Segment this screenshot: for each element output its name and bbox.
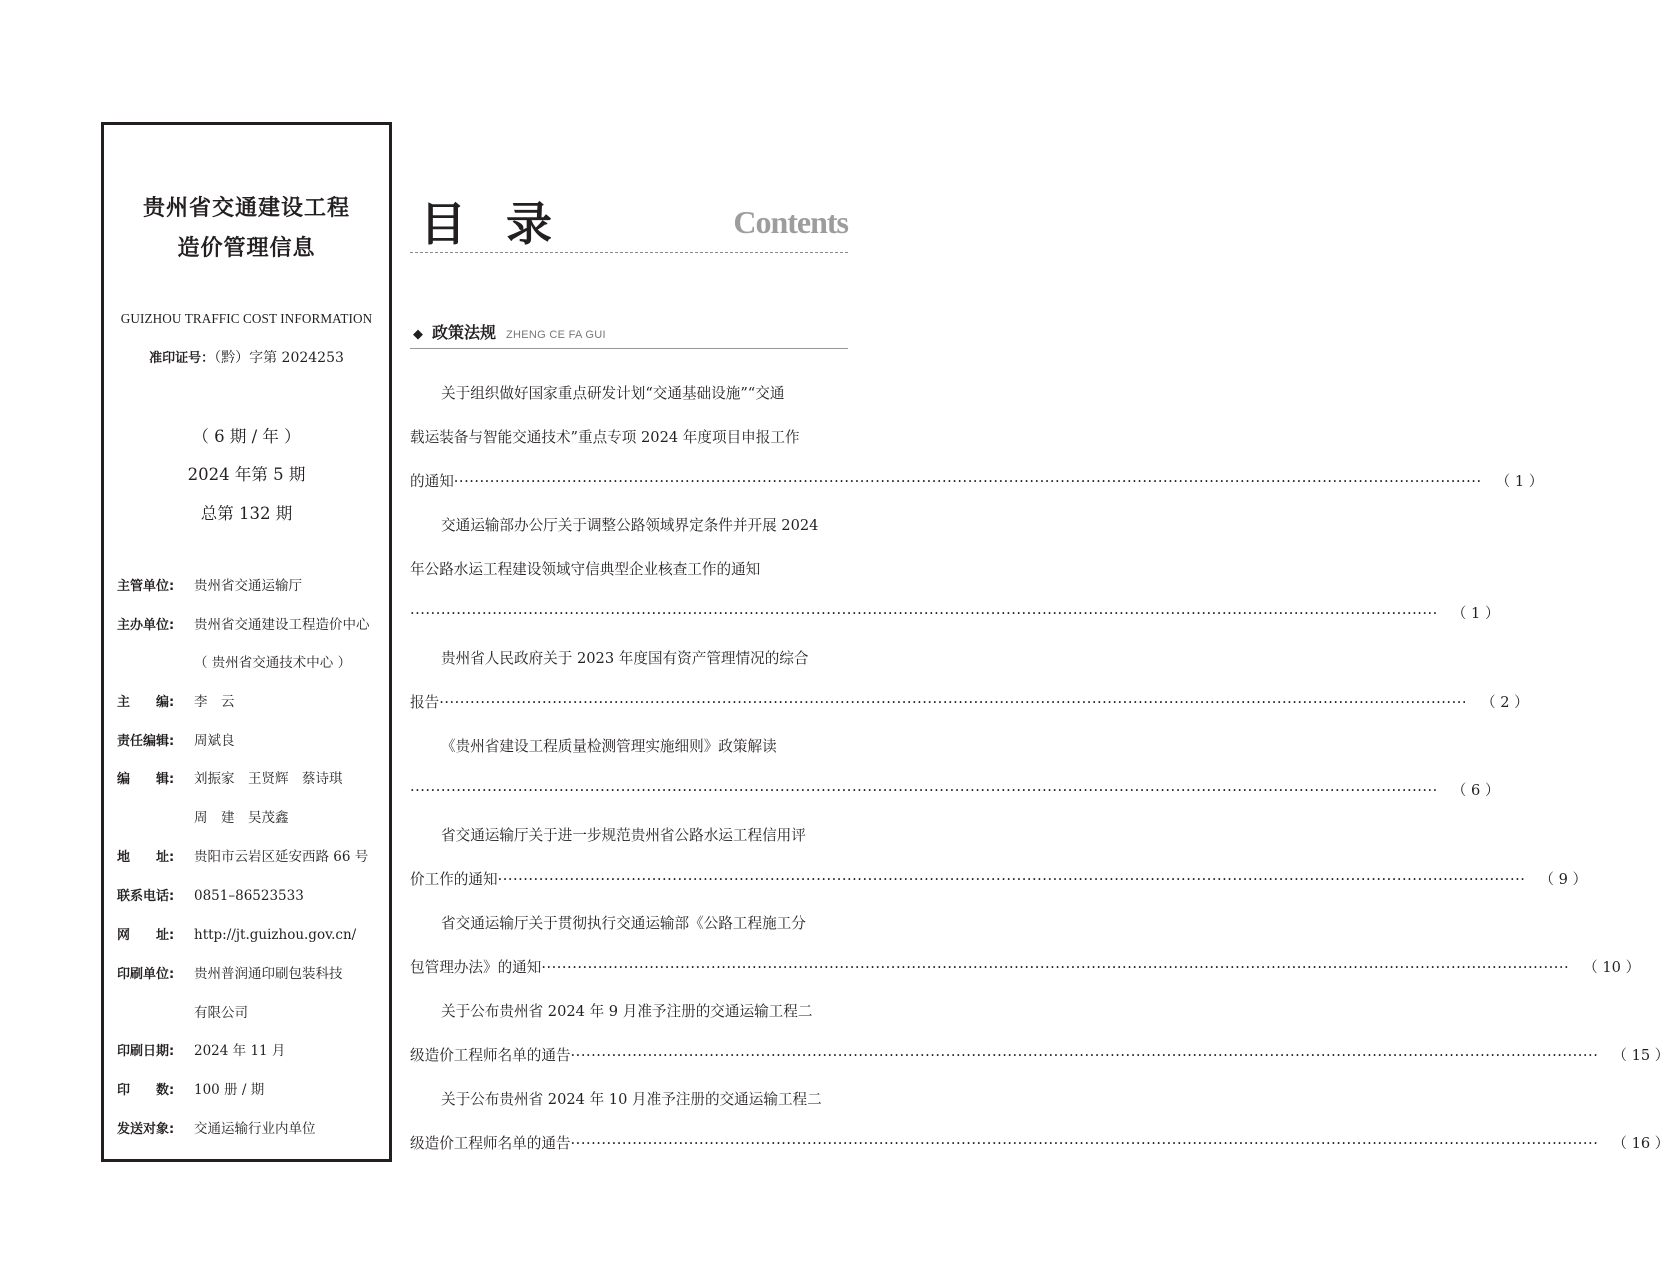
dot-leader: ········································································································································································································	[570, 1047, 1599, 1064]
info-row	[117, 1002, 383, 1024]
toc-page-number[interactable]: （ 1 ）	[1451, 605, 1500, 622]
info-row	[117, 1079, 383, 1101]
info-value: 周斌良	[194, 733, 235, 749]
info-row	[117, 768, 383, 790]
section-title-cn: 政策法规	[432, 323, 497, 342]
info-row	[117, 691, 383, 713]
info-label: 地 址:	[117, 850, 175, 865]
issue-number: 2024 年第 5 期	[187, 465, 306, 484]
toc-entry[interactable]	[410, 691, 1529, 715]
info-value: 0851–86523533	[194, 888, 304, 904]
toc-entry[interactable]	[410, 1132, 1669, 1156]
dot-leader: ········································································································································································································	[453, 473, 1482, 490]
info-row	[117, 885, 383, 907]
toc-entry[interactable]	[410, 602, 1500, 626]
section-header-policy	[413, 322, 606, 344]
toc-page-number[interactable]: （ 10 ）	[1583, 959, 1641, 976]
toc-entry-title-end[interactable]: 级造价工程师名单的通告	[410, 1047, 571, 1064]
toc-page-number[interactable]: （ 16 ）	[1612, 1135, 1669, 1152]
info-label: 印刷日期:	[117, 1044, 175, 1059]
total-issue-number: 总第 132 期	[200, 504, 293, 523]
toc-entry-title-end[interactable]: 报告	[410, 694, 440, 711]
info-value: 贵州省交通建设工程造价中心	[194, 617, 370, 633]
permit-value: （黔）字第 2024253	[214, 350, 344, 366]
info-row	[117, 846, 383, 868]
info-label: 印刷单位:	[117, 967, 175, 982]
info-row	[117, 575, 383, 597]
toc-entry[interactable]	[410, 779, 1500, 803]
dot-leader: ········································································································································································································	[439, 694, 1467, 711]
toc-page-number[interactable]: （ 6 ）	[1451, 782, 1500, 799]
info-label: 主办单位:	[117, 618, 175, 633]
info-label: 责任编辑:	[117, 734, 175, 749]
toc-entry[interactable]	[410, 470, 1544, 494]
info-value: 贵州普润通印刷包装科技	[194, 966, 343, 982]
permit-number	[104, 347, 389, 367]
toc-entry-title-end[interactable]: 包管理办法》的通知	[410, 959, 542, 976]
info-row	[117, 614, 383, 636]
diamond-icon: ◆	[413, 327, 423, 342]
info-label: 主 编:	[117, 695, 175, 710]
dot-leader: ········································································································································································································	[497, 871, 1526, 888]
toc-entry-title-line[interactable]: 《贵州省建设工程质量检测管理实施细则》政策解读	[441, 738, 777, 755]
info-row	[117, 807, 383, 829]
toc-entry-title-line[interactable]: 贵州省人民政府关于 2023 年度国有资产管理情况的综合	[441, 650, 809, 667]
toc-entry-title-line[interactable]: 省交通运输厅关于进一步规范贵州省公路水运工程信用评	[441, 827, 806, 844]
info-value: 有限公司	[194, 1005, 248, 1021]
section-title-en: ZHENG CE FA GUI	[506, 329, 606, 341]
toc-entry-title-line[interactable]: 交通运输部办公厅关于调整公路领域界定条件并开展 2024	[441, 517, 819, 534]
toc-entry-title-line[interactable]: 省交通运输厅关于贯彻执行交通运输部《公路工程施工分	[441, 915, 806, 932]
dot-leader: ········································································································································································································	[541, 959, 1570, 976]
toc-entry-title-line[interactable]: 年公路水运工程建设领域守信典型企业核查工作的通知	[410, 561, 761, 578]
info-row	[117, 924, 383, 946]
toc-entry[interactable]	[410, 956, 1641, 980]
info-value: 刘振家 王贤辉 蔡诗琪	[194, 771, 343, 787]
toc-entry-title-line[interactable]: 关于组织做好国家重点研发计划“交通基础设施”“交通	[441, 385, 785, 402]
dot-leader: ········································································································································································································	[410, 605, 1438, 622]
section-divider	[410, 348, 848, 349]
info-row	[117, 1118, 383, 1140]
toc-heading: 目录	[420, 197, 592, 251]
info-label: 发送对象:	[117, 1122, 175, 1137]
info-value: 100 册 / 期	[194, 1082, 265, 1098]
toc-page-number[interactable]: （ 1 ）	[1495, 473, 1544, 490]
toc-contents-label: Contents	[733, 204, 848, 240]
info-row	[117, 652, 383, 674]
info-label: 印 数:	[117, 1083, 175, 1098]
info-row	[117, 730, 383, 752]
info-value: 贵州省交通运输厅	[194, 578, 302, 594]
dot-leader: ········································································································································································································	[570, 1135, 1599, 1152]
info-value: 周 建 吴茂鑫	[194, 810, 289, 826]
masthead-box	[101, 122, 392, 1162]
magazine-title-line2: 造价管理信息	[177, 236, 316, 261]
toc-entry-title-end[interactable]: 级造价工程师名单的通告	[410, 1135, 571, 1152]
toc-entry-title-line[interactable]: 关于公布贵州省 2024 年 9 月准予注册的交通运输工程二	[441, 1003, 813, 1020]
toc-entry-title-end[interactable]: 价工作的通知	[410, 871, 498, 888]
toc-entry[interactable]	[410, 868, 1588, 892]
info-value: 交通运输行业内单位	[194, 1121, 316, 1137]
info-label: 网 址:	[117, 928, 175, 943]
info-value: 2024 年 11 月	[194, 1043, 286, 1059]
heading-divider	[410, 252, 848, 253]
info-label: 联系电话:	[117, 889, 175, 904]
toc-entry-title-line[interactable]: 载运装备与智能交通技术”重点专项 2024 年度项目申报工作	[410, 429, 800, 446]
toc-entry[interactable]	[410, 1044, 1669, 1068]
magazine-title-line1: 贵州省交通建设工程	[142, 196, 350, 221]
toc-page-number[interactable]: （ 15 ）	[1612, 1047, 1669, 1064]
info-label: 编 辑:	[117, 772, 175, 787]
toc-page-number[interactable]: （ 9 ）	[1539, 871, 1588, 888]
info-row	[117, 963, 383, 985]
toc-page-number[interactable]: （ 2 ）	[1481, 694, 1529, 711]
info-row	[117, 1040, 383, 1062]
info-value: 贵阳市云岩区延安西路 66 号	[194, 849, 369, 865]
toc-entry-title-end[interactable]: 的通知	[410, 473, 454, 490]
permit-label: 准印证号：	[149, 351, 215, 366]
info-value: http://jt.guizhou.gov.cn/	[194, 927, 357, 943]
info-label: 主管单位:	[117, 579, 175, 594]
toc-entry-title-line[interactable]: 关于公布贵州省 2024 年 10 月准予注册的交通运输工程二	[441, 1091, 822, 1108]
magazine-english-title: GUIZHOU TRAFFIC COST INFORMATION	[120, 311, 373, 326]
info-value: （ 贵州省交通技术中心 ）	[194, 655, 352, 671]
dot-leader: ········································································································································································································	[410, 782, 1438, 799]
info-value: 李 云	[194, 694, 235, 710]
issue-frequency: （ 6 期 / 年 ）	[192, 427, 301, 446]
